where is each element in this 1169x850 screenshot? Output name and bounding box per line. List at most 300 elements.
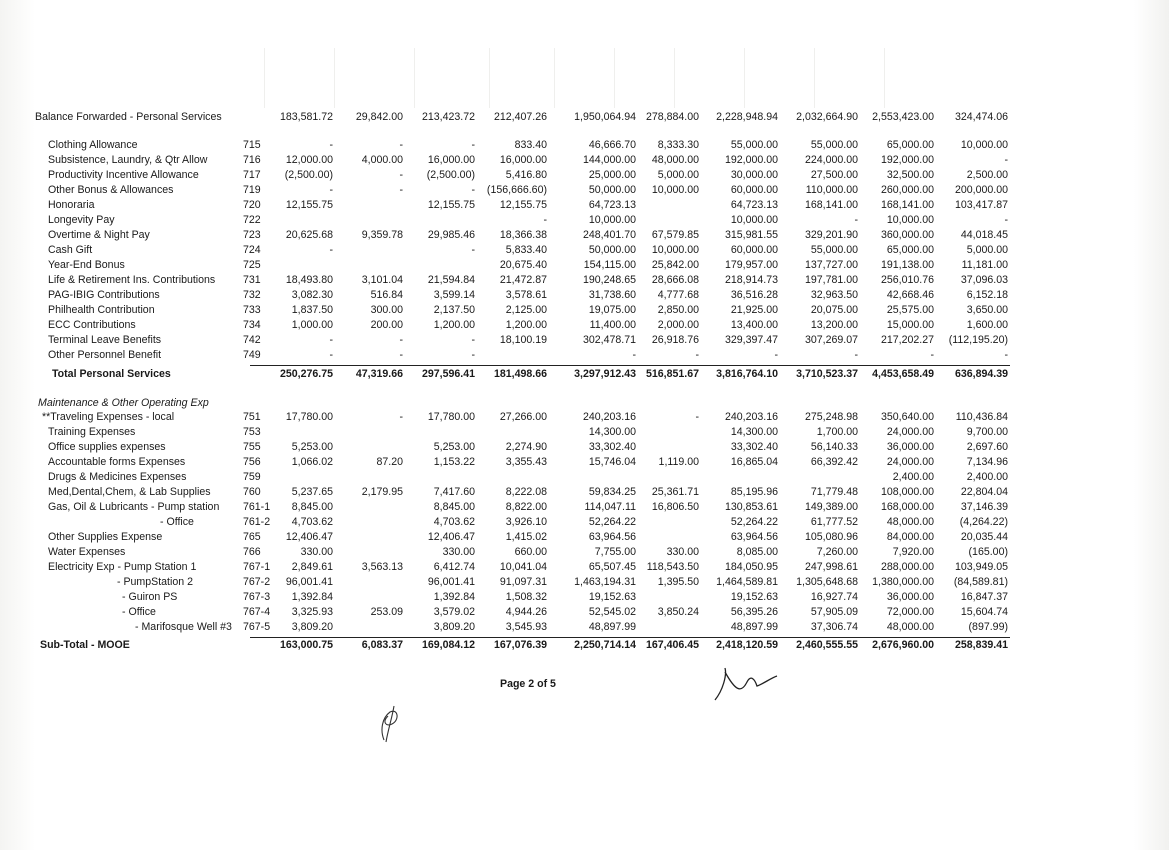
cell-col-1: 1,066.02 (291, 456, 333, 468)
cell-col-10: 37,146.39 (960, 501, 1008, 513)
cell-col-6: - (695, 411, 699, 423)
cell-col-8: 56,140.33 (810, 441, 858, 453)
cell-col-5: 59,834.25 (588, 486, 636, 498)
mooe-heading: Maintenance & Other Operating Exp (38, 397, 209, 409)
cell-col-9: 48,000.00 (886, 516, 934, 528)
cell-col-10: 22,804.04 (960, 486, 1008, 498)
account-code: 767-3 (243, 591, 271, 603)
cell-col-10: (897.99) (968, 621, 1008, 633)
cell-col-8: 197,781.00 (804, 274, 858, 286)
cell-col-10: 2,500.00 (966, 169, 1008, 181)
account-code: 720 (243, 199, 261, 211)
cell-col-9: 24,000.00 (886, 456, 934, 468)
cell-col-4: 18,100.19 (499, 334, 547, 346)
cell-col-1: - (329, 139, 333, 151)
cell-col-9: 25,575.00 (886, 304, 934, 316)
cell-col-4: 4,944.26 (505, 606, 547, 618)
cell-col-9: 2,553,423.00 (872, 111, 934, 123)
cell-col-9: 65,000.00 (886, 244, 934, 256)
cell-col-4: 21,472.87 (499, 274, 547, 286)
cell-col-3: - (471, 334, 475, 346)
cell-col-7: 2,418,120.59 (716, 639, 778, 651)
bleed-through-mark (400, 48, 415, 108)
cell-col-3: 7,417.60 (433, 486, 475, 498)
personal-services-row (0, 183, 1169, 198)
personal-services-row (0, 168, 1169, 183)
account-code: 749 (243, 349, 261, 361)
cell-col-4: - (543, 214, 547, 226)
account-code: 767-2 (243, 576, 271, 588)
cell-col-7: 192,000.00 (724, 154, 778, 166)
page-number: Page 2 of 5 (500, 678, 556, 690)
bleed-through-mark (475, 48, 490, 108)
cell-col-7: 64,723.13 (730, 199, 778, 211)
cell-col-8: - (854, 349, 858, 361)
cell-col-5: 50,000.00 (588, 184, 636, 196)
mooe-row (0, 515, 1169, 530)
cell-col-3: - (471, 184, 475, 196)
bleed-through-mark (800, 48, 815, 108)
cell-col-10: 44,018.45 (960, 229, 1008, 241)
mooe-row (0, 605, 1169, 620)
row-label: ECC Contributions (48, 319, 136, 331)
mooe-row (0, 530, 1169, 545)
account-code: 761-2 (243, 516, 271, 528)
cell-col-9: 15,000.00 (886, 319, 934, 331)
cell-col-8: 2,460,555.55 (796, 639, 858, 651)
account-code: 722 (243, 214, 261, 226)
cell-col-2: 6,083.37 (361, 639, 403, 651)
cell-col-2: 29,842.00 (355, 111, 403, 123)
cell-col-10: (112,195.20) (948, 334, 1008, 346)
account-code: 715 (243, 139, 261, 151)
cell-col-9: 36,000.00 (886, 441, 934, 453)
cell-col-5: 19,152.63 (588, 591, 636, 603)
cell-col-1: 183,581.72 (279, 111, 333, 123)
cell-col-6: 67,579.85 (651, 229, 699, 241)
cell-col-3: 21,594.84 (427, 274, 475, 286)
cell-col-1: 3,082.30 (291, 289, 333, 301)
cell-col-6: 10,000.00 (651, 184, 699, 196)
cell-col-3: - (471, 349, 475, 361)
cell-col-5: 52,264.22 (588, 516, 636, 528)
cell-col-6: 2,850.00 (657, 304, 699, 316)
row-label: PAG-IBIG Contributions (48, 289, 160, 301)
mooe-row (0, 560, 1169, 575)
cell-col-7: 1,464,589.81 (716, 576, 778, 588)
cell-col-2: 2,179.95 (361, 486, 403, 498)
cell-col-6: 16,806.50 (651, 501, 699, 513)
personal-services-row (0, 198, 1169, 213)
account-code: 751 (243, 411, 261, 423)
cell-col-3: 16,000.00 (427, 154, 475, 166)
account-code: 731 (243, 274, 261, 286)
row-label: Overtime & Night Pay (48, 229, 150, 241)
cell-col-8: 7,260.00 (816, 546, 858, 558)
account-code: 755 (243, 441, 261, 453)
cell-col-8: 66,392.42 (810, 456, 858, 468)
cell-col-8: 57,905.09 (810, 606, 858, 618)
cell-col-3: 1,200.00 (433, 319, 475, 331)
account-code: 724 (243, 244, 261, 256)
cell-col-1: 4,703.62 (291, 516, 333, 528)
cell-col-7: 85,195.96 (730, 486, 778, 498)
cell-col-10: 16,847.37 (960, 591, 1008, 603)
cell-col-7: 184,050.95 (724, 561, 778, 573)
cell-col-4: 3,545.93 (505, 621, 547, 633)
cell-col-1: 2,849.61 (291, 561, 333, 573)
account-code: 759 (243, 471, 261, 483)
cell-col-5: 302,478.71 (582, 334, 636, 346)
cell-col-3: 17,780.00 (427, 411, 475, 423)
cell-col-2: 300.00 (370, 304, 403, 316)
cell-col-9: 288,000.00 (880, 561, 934, 573)
cell-col-10: 7,134.96 (966, 456, 1008, 468)
cell-col-8: 61,777.52 (810, 516, 858, 528)
balance-forwarded-row (0, 110, 1169, 125)
initials-mark (370, 700, 410, 745)
row-label: - PumpStation 2 (117, 576, 193, 588)
cell-col-6: 516,851.67 (645, 368, 699, 380)
account-code: 717 (243, 169, 261, 181)
cell-col-5: 1,950,064.94 (574, 111, 636, 123)
cell-col-10: 37,096.03 (960, 274, 1008, 286)
cell-col-1: - (329, 334, 333, 346)
cell-col-9: 65,000.00 (886, 139, 934, 151)
cell-col-8: 168,141.00 (804, 199, 858, 211)
cell-col-8: 110,000.00 (805, 184, 858, 196)
cell-col-9: 32,500.00 (886, 169, 934, 181)
cell-col-10: 9,700.00 (966, 426, 1008, 438)
row-label: Cash Gift (48, 244, 93, 256)
cell-col-7: 218,914.73 (724, 274, 778, 286)
cell-col-2: 47,319.66 (355, 368, 403, 380)
mooe-row (0, 485, 1169, 500)
cell-col-6: 3,850.24 (657, 606, 699, 618)
cell-col-1: 1,000.00 (291, 319, 333, 331)
account-code: 767-5 (243, 621, 271, 633)
account-code: 753 (243, 426, 261, 438)
cell-col-1: 5,253.00 (291, 441, 333, 453)
cell-col-3: 297,596.41 (421, 368, 475, 380)
cell-col-8: 16,927.74 (810, 591, 858, 603)
cell-col-2: 9,359.78 (361, 229, 403, 241)
cell-col-9: 260,000.00 (880, 184, 934, 196)
cell-col-4: 5,833.40 (505, 244, 547, 256)
mooe-row (0, 455, 1169, 470)
cell-col-10: 103,417.87 (954, 199, 1008, 211)
cell-col-5: - (632, 349, 636, 361)
bleed-through-mark (250, 48, 265, 108)
cell-col-4: 91,097.31 (499, 576, 547, 588)
cell-col-7: 16,865.04 (730, 456, 778, 468)
cell-col-10: 6,152.18 (966, 289, 1008, 301)
row-label: **Traveling Expenses - local (42, 411, 175, 423)
personal-services-row (0, 258, 1169, 273)
personal-services-row (0, 138, 1169, 153)
row-label: Accountable forms Expenses (48, 456, 186, 468)
cell-col-1: (2,500.00) (284, 169, 333, 181)
personal-services-row (0, 333, 1169, 348)
cell-col-8: 55,000.00 (810, 139, 858, 151)
mooe-row (0, 425, 1169, 440)
cell-col-1: 1,392.84 (291, 591, 333, 603)
total-rule (250, 365, 1010, 366)
cell-col-3: 2,137.50 (433, 304, 475, 316)
cell-col-8: 71,779.48 (810, 486, 858, 498)
row-label: Water Expenses (48, 546, 126, 558)
cell-col-8: 149,389.00 (804, 501, 858, 513)
cell-col-4: 1,508.32 (505, 591, 547, 603)
cell-col-5: 63,964.56 (588, 531, 636, 543)
mooe-row (0, 590, 1169, 605)
cell-col-1: 12,000.00 (285, 154, 333, 166)
personal-services-row (0, 213, 1169, 228)
mooe-row (0, 500, 1169, 515)
cell-col-1: 17,780.00 (285, 411, 333, 423)
cell-col-5: 46,666.70 (588, 139, 636, 151)
row-label: Sub-Total - MOOE (40, 639, 130, 651)
cell-col-10: 5,000.00 (966, 244, 1008, 256)
cell-col-6: 26,918.76 (651, 334, 699, 346)
cell-col-4: 2,274.90 (505, 441, 547, 453)
cell-col-1: 18,493.80 (285, 274, 333, 286)
account-code: 725 (243, 259, 261, 271)
cell-col-10: 2,400.00 (966, 471, 1008, 483)
cell-col-3: 5,253.00 (433, 441, 475, 453)
cell-col-3: 169,084.12 (421, 639, 475, 651)
personal-services-row (0, 153, 1169, 168)
row-label: Life & Retirement Ins. Contributions (48, 274, 216, 286)
cell-col-6: 25,842.00 (651, 259, 699, 271)
cell-col-6: 28,666.08 (651, 274, 699, 286)
cell-col-2: 516.84 (370, 289, 403, 301)
bleed-through-mark (730, 48, 745, 108)
cell-col-3: 12,406.47 (427, 531, 475, 543)
personal-services-row (0, 303, 1169, 318)
cell-col-7: 3,816,764.10 (716, 368, 778, 380)
cell-col-8: 13,200.00 (810, 319, 858, 331)
row-label: - Office (160, 516, 194, 528)
cell-col-4: 3,926.10 (505, 516, 547, 528)
cell-col-10: (4,264.22) (959, 516, 1008, 528)
mooe-row (0, 410, 1169, 425)
cell-col-9: - (930, 349, 934, 361)
cell-col-4: 8,822.00 (505, 501, 547, 513)
cell-col-9: 1,380,000.00 (872, 576, 934, 588)
cell-col-2: - (399, 184, 403, 196)
cell-col-3: 1,153.22 (433, 456, 475, 468)
cell-col-1: 3,809.20 (291, 621, 333, 633)
cell-col-8: 275,248.98 (804, 411, 858, 423)
cell-col-8: 3,710,523.37 (796, 368, 858, 380)
cell-col-10: 1,600.00 (966, 319, 1008, 331)
account-code: 766 (243, 546, 261, 558)
cell-col-6: 10,000.00 (651, 244, 699, 256)
cell-col-5: 14,300.00 (588, 426, 636, 438)
cell-col-4: 2,125.00 (505, 304, 547, 316)
cell-col-5: 3,297,912.43 (574, 368, 636, 380)
cell-col-2: 3,101.04 (361, 274, 403, 286)
row-label: Other Bonus & Allowances (48, 184, 174, 196)
cell-col-3: 3,579.02 (433, 606, 475, 618)
cell-col-6: 1,395.50 (657, 576, 699, 588)
cell-col-7: 52,264.22 (730, 516, 778, 528)
cell-col-4: (156,666.60) (486, 184, 547, 196)
account-code: 742 (243, 334, 261, 346)
row-label: Training Expenses (48, 426, 136, 438)
cell-col-9: 2,400.00 (892, 471, 934, 483)
cell-col-7: 30,000.00 (730, 169, 778, 181)
cell-col-4: 20,675.40 (499, 259, 547, 271)
cell-col-7: 13,400.00 (730, 319, 778, 331)
cell-col-3: 4,703.62 (433, 516, 475, 528)
cell-col-9: 192,000.00 (880, 154, 934, 166)
mooe-row (0, 440, 1169, 455)
cell-col-2: - (399, 139, 403, 151)
cell-col-7: 56,395.26 (730, 606, 778, 618)
cell-col-4: 181,498.66 (493, 368, 547, 380)
cell-col-5: 25,000.00 (588, 169, 636, 181)
cell-col-2: - (399, 169, 403, 181)
cell-col-1: 163,000.75 (279, 639, 333, 651)
cell-col-1: 12,406.47 (285, 531, 333, 543)
row-label: Drugs & Medicines Expenses (48, 471, 187, 483)
cell-col-3: 3,599.14 (433, 289, 475, 301)
cell-col-4: 12,155.75 (499, 199, 547, 211)
mooe-row (0, 575, 1169, 590)
personal-services-row (0, 288, 1169, 303)
cell-col-9: 10,000.00 (886, 214, 934, 226)
mooe-heading-row (0, 396, 1169, 411)
personal-services-row (0, 318, 1169, 333)
cell-col-6: 48,000.00 (651, 154, 699, 166)
cell-col-8: 1,700.00 (816, 426, 858, 438)
cell-col-9: 256,010.76 (880, 274, 934, 286)
cell-col-7: 179,957.00 (724, 259, 778, 271)
cell-col-3: 3,809.20 (433, 621, 475, 633)
cell-col-1: 250,276.75 (279, 368, 333, 380)
cell-col-7: 315,981.55 (724, 229, 778, 241)
bleed-through-mark (600, 48, 615, 108)
cell-col-5: 11,400.00 (589, 319, 636, 331)
cell-col-10: 10,000.00 (960, 139, 1008, 151)
cell-col-8: 37,306.74 (810, 621, 858, 633)
cell-col-2: - (399, 349, 403, 361)
account-code: 767-1 (243, 561, 271, 573)
account-code: 734 (243, 319, 261, 331)
account-code: 733 (243, 304, 261, 316)
cell-col-4: 8,222.08 (505, 486, 547, 498)
total-personal-services-row (0, 367, 1169, 382)
cell-col-5: 52,545.02 (588, 606, 636, 618)
row-label: Clothing Allowance (48, 139, 138, 151)
personal-services-row (0, 273, 1169, 288)
cell-col-10: - (1004, 349, 1008, 361)
cell-col-6: 167,406.45 (645, 639, 699, 651)
cell-col-10: - (1004, 214, 1008, 226)
cell-col-5: 144,000.00 (582, 154, 636, 166)
bleed-through-mark (320, 48, 335, 108)
cell-col-8: 27,500.00 (810, 169, 858, 181)
cell-col-10: 200,000.00 (954, 184, 1008, 196)
row-label: Philhealth Contribution (48, 304, 155, 316)
cell-col-6: 25,361.71 (651, 486, 699, 498)
cell-col-3: 8,845.00 (433, 501, 475, 513)
account-code: 716 (243, 154, 261, 166)
cell-col-7: 33,302.40 (730, 441, 778, 453)
cell-col-6: 118,543.50 (646, 561, 699, 573)
row-label: Other Supplies Expense (48, 531, 163, 543)
cell-col-4: 212,407.26 (493, 111, 547, 123)
bleed-through-mark (660, 48, 675, 108)
cell-col-5: 33,302.40 (588, 441, 636, 453)
cell-col-3: 6,412.74 (433, 561, 475, 573)
account-code: 732 (243, 289, 261, 301)
cell-col-10: 11,181.00 (961, 259, 1008, 271)
account-code: 761-1 (243, 501, 271, 513)
row-label: Electricity Exp - Pump Station 1 (48, 561, 197, 573)
signature-mark (705, 660, 785, 705)
cell-col-4: 833.40 (514, 139, 547, 151)
row-label: Other Personnel Benefit (48, 349, 162, 361)
cell-col-9: 168,141.00 (880, 199, 934, 211)
cell-col-9: 42,668.46 (886, 289, 934, 301)
row-label: Balance Forwarded - Personal Services (35, 111, 222, 123)
cell-col-4: 1,415.02 (505, 531, 547, 543)
cell-col-5: 50,000.00 (588, 244, 636, 256)
cell-col-7: 60,000.00 (730, 244, 778, 256)
cell-col-8: 329,201.90 (804, 229, 858, 241)
cell-col-5: 64,723.13 (588, 199, 636, 211)
cell-col-6: 4,777.68 (657, 289, 699, 301)
mooe-row (0, 620, 1169, 635)
bleed-through-mark (540, 48, 555, 108)
row-label: Med,Dental,Chem, & Lab Supplies (48, 486, 211, 498)
account-code: 756 (243, 456, 261, 468)
cell-col-6: - (695, 349, 699, 361)
cell-col-5: 190,248.65 (582, 274, 636, 286)
cell-col-1: - (329, 349, 333, 361)
cell-col-1: 12,155.75 (285, 199, 333, 211)
cell-col-9: 7,920.00 (892, 546, 934, 558)
cell-col-6: 2,000.00 (657, 319, 699, 331)
cell-col-10: 110,436.84 (955, 411, 1008, 423)
mooe-row (0, 470, 1169, 485)
cell-col-5: 15,746.04 (588, 456, 636, 468)
personal-services-row (0, 243, 1169, 258)
cell-col-9: 2,676,960.00 (872, 639, 934, 651)
subtotal-mooe-row (0, 638, 1169, 653)
cell-col-5: 10,000.00 (588, 214, 636, 226)
cell-col-5: 65,507.45 (588, 561, 636, 573)
cell-col-7: 14,300.00 (730, 426, 778, 438)
cell-col-9: 4,453,658.49 (872, 368, 934, 380)
cell-col-5: 2,250,714.14 (574, 639, 636, 651)
cell-col-5: 31,738.60 (588, 289, 636, 301)
cell-col-8: - (854, 214, 858, 226)
cell-col-5: 19,075.00 (588, 304, 636, 316)
cell-col-7: 329,397.47 (724, 334, 778, 346)
cell-col-10: 20,035.44 (960, 531, 1008, 543)
mooe-row (0, 545, 1169, 560)
account-code: 719 (243, 184, 261, 196)
cell-col-1: 3,325.93 (291, 606, 333, 618)
cell-col-10: 103,949.05 (954, 561, 1008, 573)
cell-col-9: 36,000.00 (886, 591, 934, 603)
personal-services-row (0, 348, 1169, 363)
cell-col-6: 1,119.00 (658, 456, 699, 468)
